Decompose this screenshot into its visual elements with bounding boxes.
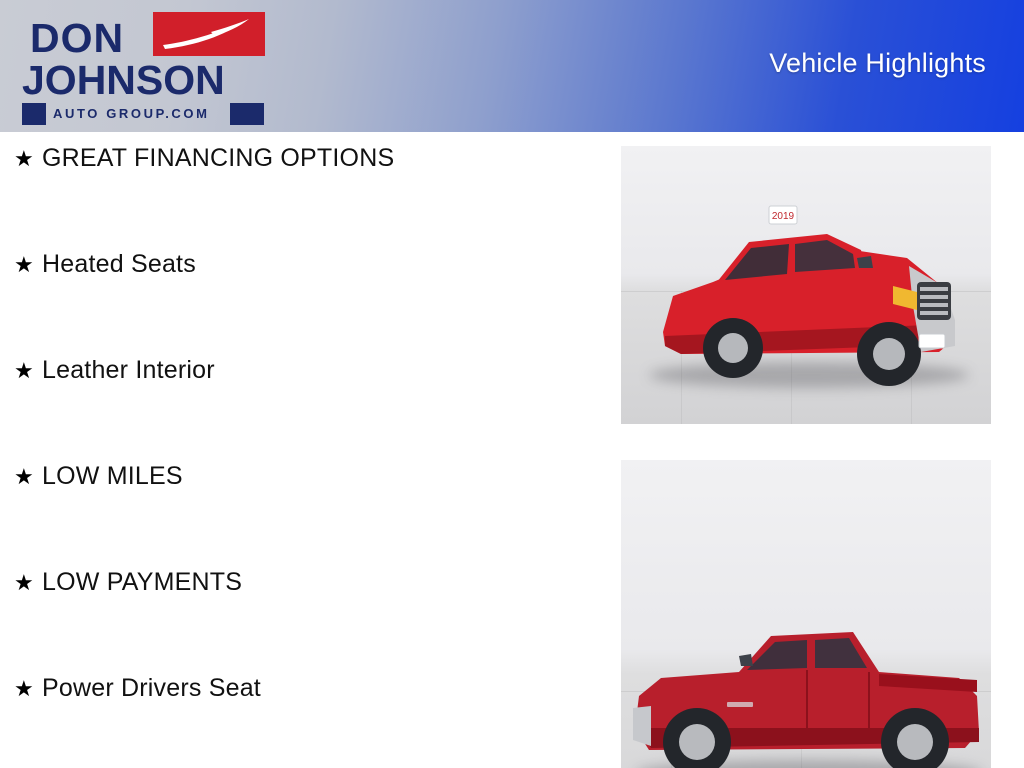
list-item	[14, 462, 600, 568]
list-item	[14, 674, 600, 768]
list-item	[14, 250, 600, 356]
truck-illustration-side	[621, 460, 991, 768]
logo-text-auto-group: AUTO GROUP.COM	[53, 106, 210, 121]
star-icon: ★	[14, 146, 34, 171]
star-icon: ★	[14, 252, 34, 277]
star-icon: ★	[14, 464, 34, 489]
logo-bar-left	[22, 103, 46, 125]
page-title: Vehicle Highlights	[769, 48, 986, 78]
logo-swoosh-icon	[153, 12, 265, 56]
logo-text-johnson: JOHNSON	[22, 57, 225, 103]
star-icon: ★	[14, 570, 34, 595]
vehicle-highlights-list	[0, 144, 600, 768]
logo-bar-right	[230, 103, 264, 125]
highlight-label: Power Drivers Seat	[42, 674, 261, 702]
dealer-logo[interactable]	[12, 6, 264, 128]
star-icon: ★	[14, 358, 34, 383]
highlight-label: LOW MILES	[42, 462, 183, 490]
highlight-label: LOW PAYMENTS	[42, 568, 243, 596]
vehicle-photo-front-three-quarter[interactable]	[621, 146, 991, 424]
page-header	[0, 0, 1024, 132]
highlight-label: Leather Interior	[42, 356, 215, 384]
svg-text:2019: 2019	[771, 211, 795, 222]
logo-text-don: DON	[30, 15, 125, 61]
list-item	[14, 568, 600, 674]
vehicle-photo-side-profile[interactable]	[621, 460, 991, 768]
star-icon: ★	[14, 676, 34, 701]
page-content	[0, 132, 1024, 768]
list-item	[14, 144, 600, 250]
highlight-label: GREAT FINANCING OPTIONS	[42, 144, 395, 172]
truck-illustration-front-quarter	[621, 146, 991, 424]
list-item	[14, 356, 600, 462]
highlight-label: Heated Seats	[42, 250, 196, 278]
